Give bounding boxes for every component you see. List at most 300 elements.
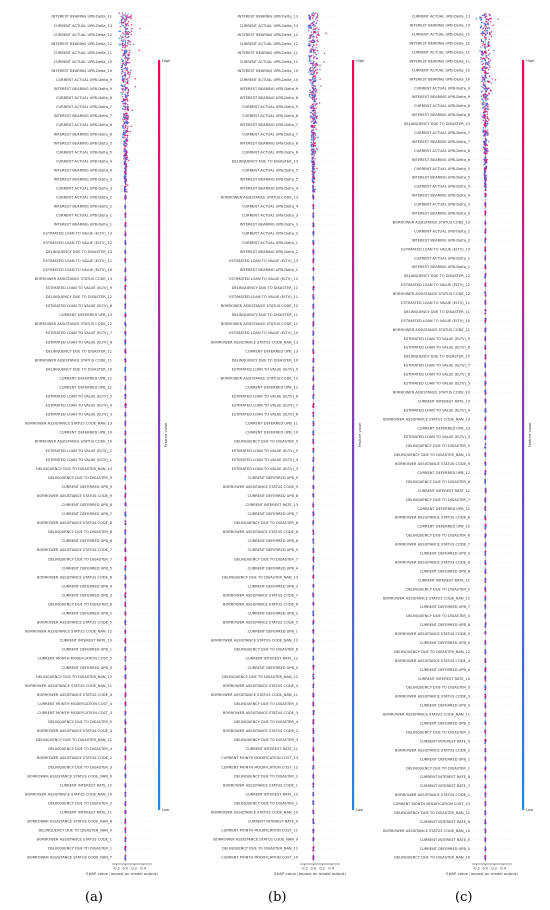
shap-point <box>125 439 127 441</box>
shap-point <box>122 91 124 93</box>
feature-label: BORROWER ASSISTANCE STATUS CODE_2 <box>223 729 298 734</box>
feature-label: INTEREST BEARING UPB-Delta_2 <box>239 249 298 254</box>
shap-point <box>485 302 487 304</box>
shap-point <box>312 181 314 183</box>
feature-label: CURRENT DEFERRED UPB_9 <box>61 484 112 489</box>
shap-point <box>129 57 131 59</box>
shap-point <box>487 28 489 30</box>
feature-label: INTEREST BEARING UPB-Delta_7 <box>411 139 470 144</box>
shap-point <box>482 108 484 110</box>
shap-point <box>313 371 315 373</box>
shap-point <box>312 158 314 160</box>
shap-point <box>486 111 488 113</box>
shap-point <box>125 475 127 477</box>
shap-point <box>124 122 126 124</box>
shap-point <box>309 79 311 81</box>
shap-point <box>313 166 315 168</box>
shap-point <box>125 576 127 578</box>
shap-point <box>313 359 315 361</box>
shap-point <box>313 145 315 147</box>
shap-point <box>124 523 126 525</box>
shap-point <box>485 175 487 177</box>
shap-point <box>489 53 491 55</box>
feature-label: INTEREST BEARING UPB-Delta_1 <box>239 267 298 272</box>
shap-point <box>312 113 314 115</box>
feature-label: CURRENT INTEREST RATE_13 <box>417 399 470 404</box>
shap-point <box>488 64 490 66</box>
shap-point <box>125 350 127 352</box>
shap-point <box>485 586 487 588</box>
feature-label: DELINQUENCY DUE TO DISASTER_13 <box>45 249 112 254</box>
shap-point <box>489 15 491 16</box>
feature-label: BORROWER ASSISTANCE STATUS CODE_10 <box>220 376 298 381</box>
shap-point <box>314 158 316 160</box>
feature-label: CURRENT ACTUAL UPB-Delta_3 <box>56 186 112 191</box>
feature-label: CURRENT DEFERRED UPB_9 <box>419 551 470 556</box>
feature-label: BORROWER ASSISTANCE STATUS CODE_NAN_13 <box>25 421 112 426</box>
shap-point <box>314 93 316 95</box>
shap-point <box>124 14 126 16</box>
feature-label: CURRENT ACTUAL UPB-Delta_2 <box>414 229 470 234</box>
shap-point <box>485 542 487 544</box>
feature-label: DELINQUENCY DUE TO DISASTER_13 <box>403 122 470 127</box>
feature-label: BORROWER ASSISTANCE STATUS CODE_13 <box>392 220 470 225</box>
shap-point <box>485 554 487 556</box>
feature-label: CURRENT ACTUAL UPB-Delta_2 <box>56 195 112 200</box>
shap-point <box>122 55 124 57</box>
shap-point <box>313 832 315 834</box>
shap-point <box>131 16 133 18</box>
shap-point <box>485 615 487 617</box>
shap-point <box>312 792 314 794</box>
feature-label: DELINQUENCY DUE TO DISASTER_9 <box>406 444 470 449</box>
shap-point <box>484 276 486 278</box>
shap-point <box>125 587 127 589</box>
shap-point <box>313 728 315 730</box>
shap-point <box>125 125 127 127</box>
feature-label: ESTIMATED LOAN TO VALUE (ELTV)_4 <box>45 403 112 408</box>
x-tick-label: 0.4 <box>328 866 334 871</box>
shap-point <box>316 98 318 100</box>
shap-point <box>480 57 482 59</box>
shap-point <box>310 111 312 113</box>
shap-point <box>125 352 127 354</box>
shap-point <box>312 304 314 306</box>
shap-point <box>313 487 315 489</box>
shap-point <box>125 180 127 182</box>
shap-point <box>119 12 121 14</box>
feature-label: ESTIMATED LOAN TO VALUE (ELTV)_11 <box>229 295 298 300</box>
feature-label: BORROWER ASSISTANCE STATUS CODE_7 <box>37 548 112 553</box>
shap-point <box>482 45 484 47</box>
shap-point <box>125 225 127 227</box>
shap-point <box>125 276 127 278</box>
shap-point <box>485 238 487 240</box>
shap-point <box>125 387 127 389</box>
feature-label: ESTIMATED LOAN TO VALUE (ELTV)_13 <box>43 231 112 236</box>
shap-point <box>484 167 486 169</box>
shap-point <box>125 45 127 47</box>
shap-point <box>122 101 124 103</box>
shap-point <box>312 249 314 251</box>
shap-point <box>485 48 487 50</box>
feature-label: CURRENT DEFERRED UPB_4 <box>419 667 470 672</box>
shap-point <box>492 78 494 80</box>
feature-label: BORROWER ASSISTANCE STATUS CODE_NAN_13 <box>211 340 298 345</box>
shap-point <box>484 479 486 481</box>
shap-point <box>125 74 127 76</box>
shap-point <box>483 97 485 99</box>
shap-point <box>125 459 127 461</box>
feature-label: DELINQUENCY DUE TO DISASTER_10 <box>231 358 298 363</box>
shap-point <box>124 162 126 164</box>
shap-point <box>484 151 486 153</box>
shap-point <box>313 846 315 848</box>
shap-point <box>483 82 485 84</box>
shap-point <box>124 157 126 159</box>
shap-point <box>312 802 314 804</box>
feature-label: CURRENT ACTUAL UPB-Delta_10 <box>239 78 298 83</box>
shap-point <box>482 86 484 88</box>
shap-point <box>482 117 484 119</box>
shap-point <box>125 740 127 742</box>
shap-point <box>483 127 485 128</box>
shap-point <box>481 75 483 77</box>
feature-label: INTEREST BEARING UPB-Delta_8 <box>411 113 470 118</box>
feature-label: INTEREST BEARING UPB-Delta_7 <box>239 123 298 128</box>
feature-label: CURRENT ACTUAL UPB-Delta_1 <box>242 240 298 245</box>
feature-label: DELINQUENCY DUE TO DISASTER_10 <box>403 354 470 359</box>
shap-point <box>121 19 123 21</box>
shap-point <box>484 617 486 619</box>
shap-point <box>312 207 314 209</box>
shap-point <box>483 131 485 133</box>
shap-point <box>311 135 313 137</box>
feature-label: CURRENT ACTUAL UPB-Delta_1 <box>414 256 470 261</box>
feature-label: DELINQUENCY DUE TO DISASTER_12 <box>403 274 470 279</box>
shap-point <box>125 612 127 614</box>
shap-point <box>127 83 129 85</box>
shap-point <box>125 155 127 157</box>
feature-label: ESTIMATED LOAN TO VALUE (ELTV)_11 <box>43 258 112 263</box>
feature-label: CURRENT DEFERRED UPB_6 <box>419 623 470 628</box>
shap-point <box>315 18 317 20</box>
shap-point <box>314 112 316 114</box>
shap-point <box>310 82 312 84</box>
shap-point <box>485 680 487 682</box>
shap-point <box>314 117 316 119</box>
shap-point <box>315 128 317 130</box>
shap-point <box>130 72 132 74</box>
feature-label: BORROWER ASSISTANCE STATUS CODE_5 <box>395 632 470 637</box>
feature-label: DELINQUENCY DUE TO DISASTER_3 <box>234 738 298 743</box>
shap-point <box>312 339 314 341</box>
shap-point <box>313 61 315 63</box>
shap-point <box>135 86 137 88</box>
feature-label: CURRENT ACTUAL UPB-Delta_13 <box>53 23 112 28</box>
shap-point <box>125 394 127 396</box>
shap-point <box>125 784 127 786</box>
shap-point <box>125 847 127 849</box>
shap-point <box>124 360 126 362</box>
shap-point <box>314 64 316 66</box>
feature-label: DELINQUENCY DUE TO DISASTER_6 <box>406 533 470 538</box>
shap-point <box>124 190 126 192</box>
shap-point <box>125 504 127 506</box>
shap-point <box>313 223 315 225</box>
feature-label: CURRENT ACTUAL UPB-Delta_12 <box>53 32 112 37</box>
shap-point <box>125 811 127 813</box>
shap-point <box>122 96 124 98</box>
shap-point <box>480 58 482 60</box>
feature-label: CURRENT ACTUAL UPB-Delta_7 <box>242 132 298 137</box>
shap-point <box>125 802 127 804</box>
shap-point <box>484 401 486 403</box>
shap-point <box>125 223 127 225</box>
shap-point <box>127 43 129 45</box>
shap-point <box>313 560 315 562</box>
feature-label: INTEREST BEARING UPB-Delta_7 <box>53 114 112 119</box>
shap-point <box>125 348 127 350</box>
shap-point <box>125 723 127 725</box>
shap-point <box>484 534 486 536</box>
shap-point <box>124 685 126 687</box>
shap-point <box>125 721 127 723</box>
shap-point <box>125 774 127 776</box>
shap-point <box>125 656 127 658</box>
shap-point <box>484 106 486 108</box>
shap-point <box>125 19 127 21</box>
shap-point <box>484 265 486 267</box>
shap-point <box>118 31 120 32</box>
feature-label: CURRENT ACTUAL UPB-Delta_6 <box>414 148 470 153</box>
shap-point <box>125 793 127 795</box>
shap-point <box>123 137 125 139</box>
feature-label: BORROWER ASSISTANCE STATUS CODE_10 <box>34 439 112 444</box>
shap-point <box>122 103 124 105</box>
shap-point <box>485 563 487 565</box>
feature-label: CURRENT ACTUAL UPB-Delta_8 <box>414 104 470 109</box>
feature-label: INTEREST BEARING UPB-Delta_6 <box>411 157 470 162</box>
shap-point <box>484 517 486 519</box>
shap-point <box>485 13 487 15</box>
shap-point <box>125 182 127 184</box>
x-tick-label: 0.2 <box>131 866 138 871</box>
shap-point <box>310 56 312 58</box>
shap-point <box>312 369 314 371</box>
feature-label: CURRENT ACTUAL UPB-Delta_11 <box>239 59 298 64</box>
shap-point <box>313 731 315 733</box>
shap-point <box>313 477 315 479</box>
shap-point <box>125 451 127 453</box>
shap-point <box>484 508 486 510</box>
feature-label: DELINQUENCY DUE TO DISASTER_6 <box>48 602 112 607</box>
shap-point <box>135 78 137 80</box>
feature-label: INTEREST BEARING UPB-Delta_9 <box>53 87 112 92</box>
feature-label: ESTIMATED LOAN TO VALUE (ELTV)_5 <box>231 448 298 453</box>
shap-point <box>124 641 126 643</box>
feature-label: BORROWER ASSISTANCE STATUS CODE_6 <box>37 575 112 580</box>
shap-point <box>483 33 485 35</box>
shap-point <box>479 50 481 52</box>
shap-point <box>485 671 487 673</box>
shap-point <box>125 485 127 487</box>
shap-point <box>122 77 124 79</box>
feature-label: CURRENT DEFERRED UPB_0 <box>61 665 112 670</box>
shap-point <box>319 102 321 104</box>
shap-point <box>309 60 311 62</box>
shap-point <box>313 262 315 264</box>
colorbar-high-label: High <box>356 59 365 63</box>
shap-point <box>127 59 129 61</box>
shap-point <box>312 404 314 406</box>
shap-point <box>310 73 312 75</box>
shap-point <box>487 89 489 91</box>
shap-point <box>485 142 487 144</box>
shap-point <box>122 12 124 14</box>
x-tick-label: -0.2 <box>112 866 120 871</box>
shap-point <box>313 115 315 117</box>
shap-point <box>485 411 487 413</box>
shap-point <box>313 421 315 423</box>
shap-point <box>309 16 311 18</box>
shap-point <box>309 24 311 26</box>
feature-label: DELINQUENCY DUE TO DISASTER_11 <box>231 313 298 318</box>
shap-point <box>313 460 315 462</box>
shap-point <box>122 125 124 127</box>
shap-point <box>312 388 314 390</box>
shap-point <box>314 142 316 144</box>
shap-point <box>486 134 488 136</box>
feature-label: CURRENT DEFERRED UPB_2 <box>247 611 298 616</box>
feature-label: CURRENT DEFERRED UPB_5 <box>61 566 112 571</box>
shap-point <box>130 18 132 20</box>
shap-point <box>125 213 127 215</box>
shap-point <box>485 392 487 394</box>
shap-point <box>313 813 315 815</box>
shap-point <box>313 513 315 515</box>
shap-point <box>484 258 486 260</box>
shap-point <box>311 160 313 162</box>
shap-point <box>125 396 127 398</box>
shap-point <box>313 164 315 166</box>
feature-label: INTEREST BEARING UPB-Delta_4 <box>239 186 298 191</box>
shap-point <box>125 592 127 594</box>
shap-point <box>484 596 486 598</box>
shap-point <box>312 768 314 770</box>
shap-point <box>126 151 128 153</box>
shap-point <box>486 125 488 127</box>
shap-point <box>310 80 312 82</box>
shap-point <box>487 87 489 89</box>
shap-point <box>126 37 128 39</box>
shap-point <box>316 23 318 25</box>
shap-point <box>485 527 487 529</box>
shap-point <box>313 756 315 758</box>
shap-point <box>489 32 491 34</box>
shap-point <box>480 95 482 97</box>
shap-point <box>313 197 315 199</box>
shap-point <box>312 173 314 175</box>
shap-point <box>125 512 127 514</box>
shap-point <box>312 240 314 242</box>
shap-point <box>122 88 124 90</box>
feature-label: DELINQUENCY DUE TO DISASTER_NAN_12 <box>36 674 112 679</box>
shap-point <box>313 684 315 686</box>
shap-point <box>126 16 128 18</box>
shap-point <box>124 388 126 390</box>
shap-point <box>485 383 487 385</box>
shap-point <box>130 131 132 133</box>
shap-point <box>127 137 128 139</box>
shap-point <box>126 115 128 117</box>
shap-point <box>125 177 127 179</box>
shap-point <box>313 52 315 54</box>
shap-point <box>485 357 487 359</box>
shap-point <box>124 117 126 119</box>
shap-point <box>125 269 127 271</box>
shap-point <box>125 766 127 768</box>
feature-label: INTEREST BEARING UPB-Delta_2 <box>53 204 112 209</box>
shap-point <box>313 160 315 162</box>
feature-label: CURRENT DEFERRED UPB_1 <box>61 647 112 652</box>
feature-label: DELINQUENCY DUE TO DISASTER_NAN_12 <box>222 674 298 679</box>
feature-label: DELINQUENCY DUE TO DISASTER_11 <box>45 349 112 354</box>
shap-point <box>319 78 321 80</box>
shap-point <box>312 800 314 802</box>
shap-point <box>316 54 318 56</box>
shap-point <box>130 34 132 36</box>
shap-point <box>484 373 486 375</box>
feature-label: DELINQUENCY DUE TO DISASTER_NAN_12 <box>394 649 470 654</box>
feature-label: DELINQUENCY DUE TO DISASTER_NAN_13 <box>36 466 112 471</box>
shap-point <box>486 55 488 57</box>
shap-point <box>122 108 124 110</box>
shap-point <box>484 51 486 53</box>
shap-point <box>313 667 315 669</box>
shap-point <box>311 66 313 68</box>
shap-point <box>483 120 485 122</box>
shap-point <box>308 30 310 32</box>
feature-label: DELINQUENCY DUE TO DISASTER_4 <box>48 747 112 752</box>
shap-point <box>316 103 318 105</box>
shap-point <box>313 702 315 704</box>
shap-point <box>485 365 487 367</box>
feature-label: CURRENT DEFERRED UPB_11 <box>59 385 112 390</box>
shap-point <box>484 318 486 320</box>
shap-point <box>484 599 486 601</box>
shap-point <box>317 34 319 36</box>
shap-point <box>313 515 315 517</box>
shap-point <box>485 60 487 62</box>
shap-point <box>486 149 488 151</box>
shap-point <box>313 297 315 299</box>
shap-point <box>485 310 487 312</box>
feature-label: INTEREST BEARING UPB-Delta_6 <box>53 132 112 137</box>
feature-label: CURRENT INTEREST RATE_10 <box>417 676 470 681</box>
shap-point <box>313 377 315 379</box>
feature-label: DELINQUENCY DUE TO DISASTER_8 <box>406 479 470 484</box>
shap-point <box>484 686 486 688</box>
feature-label: INTEREST BEARING UPB-Delta_13 <box>409 23 470 28</box>
shap-point <box>314 122 316 124</box>
shap-point <box>313 451 315 453</box>
shap-point <box>312 696 314 698</box>
shap-point <box>315 114 317 116</box>
shap-point <box>130 70 132 72</box>
shap-point <box>310 40 312 42</box>
colorbar-low-label: Low <box>162 808 170 812</box>
